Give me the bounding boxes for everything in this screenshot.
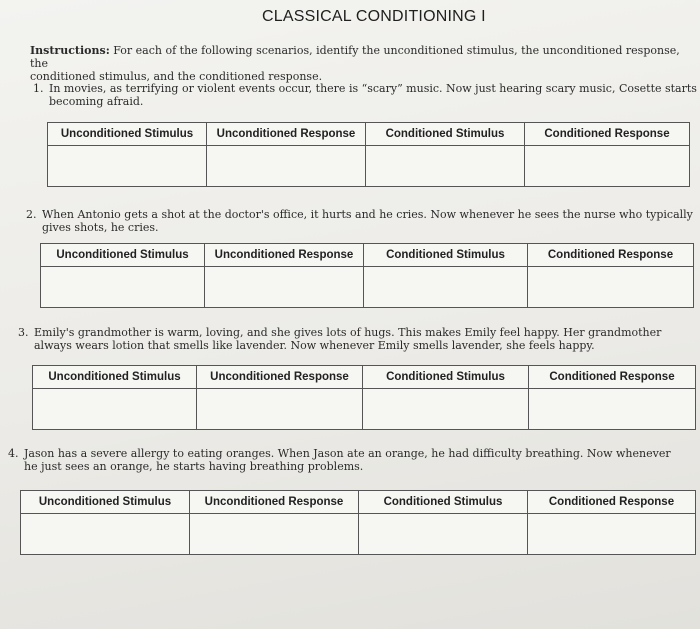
answer-cell-us[interactable] [21, 514, 190, 555]
answer-cell-cr[interactable] [525, 146, 690, 187]
answer-table-3 [32, 365, 696, 430]
answer-cell-cs[interactable] [364, 267, 528, 308]
instructions-label: Instructions: [30, 44, 110, 57]
answer-cell-ur[interactable] [197, 389, 363, 430]
question-text-line2: becoming afraid. [49, 95, 144, 108]
question-3 [18, 326, 661, 352]
question-2 [26, 208, 693, 234]
question-text-line1: In movies, as terrifying or violent events occur, there is “scary” music. Now just hearing scary music, Cosette starts [49, 82, 697, 95]
answer-table-4 [20, 490, 696, 555]
header-unconditioned-response: Unconditioned Response [197, 366, 363, 389]
question-text-line2: gives shots, he cries. [42, 221, 159, 234]
question-number: 3. [18, 326, 29, 339]
header-conditioned-response: Conditioned Response [529, 366, 696, 389]
answer-cell-cs[interactable] [366, 146, 525, 187]
answer-cell-cr[interactable] [528, 514, 696, 555]
question-text-line2: always wears lotion that smells like lavender. Now whenever Emily smells lavender, she feels happy. [34, 339, 595, 352]
question-number: 2. [26, 208, 37, 221]
instructions-line2: conditioned stimulus, and the conditioned response. [30, 70, 323, 83]
page-title: CLASSICAL CONDITIONING I [262, 8, 486, 25]
instructions [30, 44, 690, 83]
header-conditioned-response: Conditioned Response [525, 123, 690, 146]
header-conditioned-stimulus: Conditioned Stimulus [364, 244, 528, 267]
answer-cell-us[interactable] [48, 146, 207, 187]
header-unconditioned-response: Unconditioned Response [190, 491, 359, 514]
answer-cell-cs[interactable] [363, 389, 529, 430]
header-conditioned-response: Conditioned Response [528, 491, 696, 514]
answer-cell-ur[interactable] [205, 267, 364, 308]
question-number: 1. [33, 82, 44, 95]
answer-cell-cs[interactable] [359, 514, 528, 555]
header-unconditioned-response: Unconditioned Response [205, 244, 364, 267]
header-conditioned-stimulus: Conditioned Stimulus [366, 123, 525, 146]
instructions-line1: For each of the following scenarios, identify the unconditioned stimulus, the unconditioned response, the [30, 44, 680, 70]
header-conditioned-stimulus: Conditioned Stimulus [363, 366, 529, 389]
question-text-line1: Jason has a severe allergy to eating oranges. When Jason ate an orange, he had difficulty breathing. Now whenever [24, 447, 671, 460]
question-text-line1: Emily's grandmother is warm, loving, and she gives lots of hugs. This makes Emily feel happy. Her grandmother [34, 326, 662, 339]
header-conditioned-stimulus: Conditioned Stimulus [359, 491, 528, 514]
question-text-line2: he just sees an orange, he starts having breathing problems. [24, 460, 364, 473]
answer-cell-cr[interactable] [529, 389, 696, 430]
answer-cell-us[interactable] [33, 389, 197, 430]
question-text-line1: When Antonio gets a shot at the doctor's office, it hurts and he cries. Now whenever he sees the nurse who typically [42, 208, 693, 221]
answer-cell-ur[interactable] [190, 514, 359, 555]
header-unconditioned-stimulus: Unconditioned Stimulus [48, 123, 207, 146]
question-4 [8, 447, 671, 473]
answer-cell-us[interactable] [41, 267, 205, 308]
question-1 [33, 82, 697, 108]
header-unconditioned-stimulus: Unconditioned Stimulus [33, 366, 197, 389]
answer-cell-ur[interactable] [207, 146, 366, 187]
question-number: 4. [8, 447, 19, 460]
answer-table-1 [47, 122, 690, 187]
answer-cell-cr[interactable] [528, 267, 694, 308]
header-unconditioned-stimulus: Unconditioned Stimulus [41, 244, 205, 267]
header-unconditioned-stimulus: Unconditioned Stimulus [21, 491, 190, 514]
header-conditioned-response: Conditioned Response [528, 244, 694, 267]
header-unconditioned-response: Unconditioned Response [207, 123, 366, 146]
answer-table-2 [40, 243, 694, 308]
